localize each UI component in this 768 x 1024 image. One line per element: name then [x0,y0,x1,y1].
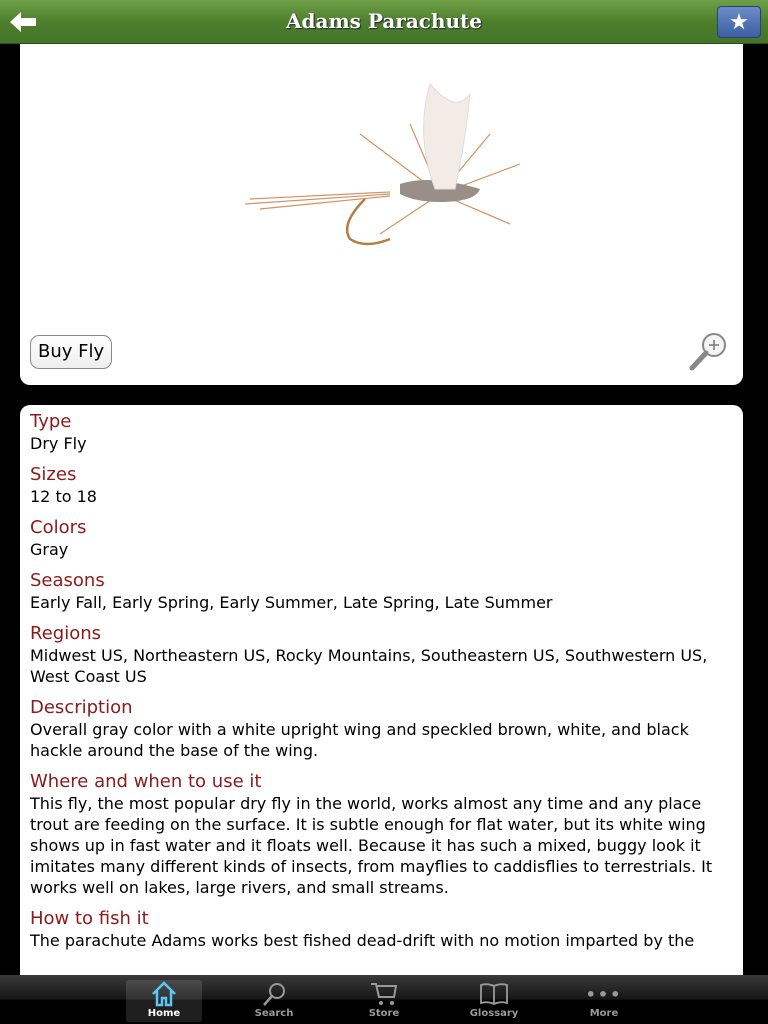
cart-icon [346,980,422,1008]
detail-section [30,464,733,507]
tab-glossary[interactable] [456,980,532,1022]
tab-bar [0,975,768,1024]
detail-label: Type [30,411,72,432]
detail-label: Where and when to use it [30,771,262,792]
detail-label: Colors [30,517,87,538]
zoom-in-icon[interactable] [688,330,730,372]
detail-value: Gray [30,540,69,559]
buy-fly-button[interactable]: Buy Fly [30,335,112,369]
tab-label: More [589,1008,619,1019]
tab-home[interactable] [126,980,202,1022]
detail-section [30,771,733,898]
page-title: Adams Parachute [285,9,483,33]
more-dots-icon: ••• [585,984,623,1004]
book-icon [456,980,532,1008]
tab-label: Search [254,1008,294,1019]
tab-more[interactable] [566,980,642,1022]
detail-label: Seasons [30,570,105,591]
detail-value: This fly, the most popular dry fly in the world, works almost any time and any place trout are feeding on the surface. It is subtle enough for flat water, but its white wing shows up in fast water and it floats well. Because it has such a mixed, buggy look it imitates many different kinds of insects, from mayflies to caddisflies to terrestrials. It works well on lakes, large rivers, and small streams. [30,794,713,897]
detail-section [30,623,733,687]
detail-value: Dry Fly [30,434,87,453]
detail-value: 12 to 18 [30,487,97,506]
tab-label: Glossary [469,1008,519,1019]
detail-value: Overall gray color with a white upright wing and speckled brown, white, and black hackle around the base of the wing. [30,720,689,760]
detail-section [30,570,733,613]
detail-section [30,697,733,761]
search-icon [236,980,312,1008]
tab-label: Store [368,1008,400,1019]
detail-section [30,908,733,951]
detail-value: The parachute Adams works best fished dead-drift with no motion imparted by the [30,931,695,950]
detail-value: Midwest US, Northeastern US, Rocky Mountains, Southeastern US, Southwestern US, West Coast US [30,646,708,686]
fly-image-card [20,44,743,385]
tab-store[interactable] [346,980,422,1022]
fly-details-card [20,405,743,1005]
favorite-button[interactable] [717,6,761,38]
detail-label: Regions [30,623,101,644]
navigation-bar [0,0,768,44]
detail-label: Sizes [30,464,77,485]
star-icon: ★ [729,9,749,35]
detail-label: How to fish it [30,908,149,929]
detail-section [30,517,733,560]
detail-section [30,411,733,454]
detail-label: Description [30,697,133,718]
tab-label: Home [147,1008,181,1019]
fly-image [240,74,540,264]
detail-value: Early Fall, Early Spring, Early Summer, Late Spring, Late Summer [30,593,553,612]
home-icon [126,980,202,1008]
tab-search[interactable] [236,980,312,1022]
